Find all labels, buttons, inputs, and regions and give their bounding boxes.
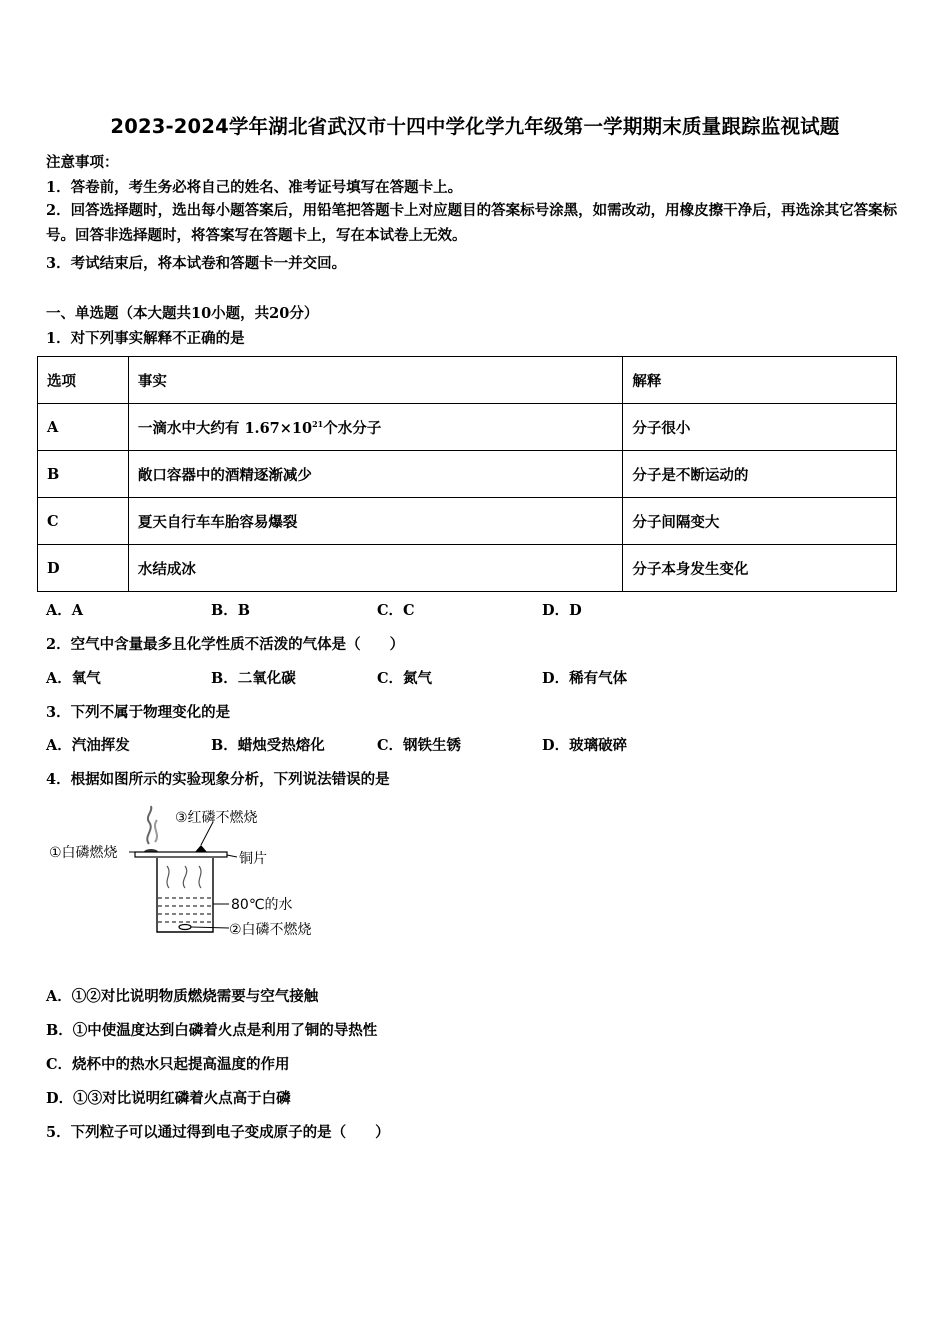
- q4-stem: 4．根据如图所示的实验现象分析，下列说法错误的是: [46, 771, 390, 788]
- q1-options: [46, 599, 906, 621]
- q1-stem: 1．对下列事实解释不正确的是: [46, 330, 245, 347]
- exam-title: 2023-2024学年湖北省武汉市十四中学化学九年级第一学期期末质量跟踪监视试题: [110, 115, 840, 138]
- option-b[interactable]: B．二氧化碳: [211, 670, 296, 687]
- notice-heading: 注意事项：: [46, 154, 119, 171]
- row-fact: 敞口容器中的酒精逐渐减少: [128, 451, 622, 498]
- label-white-phosphorus-burning: ①白磷燃烧: [49, 845, 118, 861]
- label-copper: 铜片: [239, 851, 267, 867]
- steam-icon: [183, 866, 186, 888]
- row-option: D: [38, 545, 129, 592]
- red-phosphorus-icon: [195, 845, 207, 852]
- q4-option-c[interactable]: C．烧杯中的热水只起提高温度的作用: [46, 1056, 290, 1073]
- row-option: A: [38, 404, 129, 451]
- submerged-white-phosphorus-icon: [179, 925, 191, 930]
- label-hot-water: 80℃的水: [231, 897, 293, 913]
- table-row: [38, 404, 897, 451]
- q2-stem: 2．空气中含量最多且化学性质不活泼的气体是（ ）: [46, 636, 405, 653]
- option-d[interactable]: D．D: [542, 602, 582, 619]
- label-red-phosphorus: ③红磷不燃烧: [175, 810, 258, 826]
- option-d[interactable]: D．稀有气体: [542, 670, 628, 687]
- row-fact: 水结成冰: [128, 545, 622, 592]
- copper-plate: [135, 852, 227, 857]
- q4-option-a[interactable]: A．①②对比说明物质燃烧需要与空气接触: [46, 988, 319, 1005]
- header-fact: 事实: [128, 357, 622, 404]
- option-b[interactable]: B．蜡烛受热熔化: [211, 737, 325, 754]
- option-c[interactable]: C．氮气: [377, 670, 433, 687]
- option-c[interactable]: C．C: [377, 602, 415, 619]
- phosphorus-combustion-figure: [45, 800, 345, 945]
- row-explain: 分子很小: [623, 404, 897, 451]
- table-row: [38, 451, 897, 498]
- fact-text: 一滴水中大约有 1.67×10: [137, 419, 313, 437]
- q2-options: [46, 667, 906, 689]
- label-leader: [191, 927, 229, 928]
- smoke-icon: [155, 820, 157, 842]
- row-explain: 分子是不断运动的: [623, 451, 897, 498]
- fact-text-end: 个水分子: [323, 419, 382, 437]
- q4-option-b[interactable]: B．①中使温度达到白磷着火点是利用了铜的导热性: [46, 1022, 378, 1039]
- row-fact: 夏天自行车车胎容易爆裂: [128, 498, 622, 545]
- steam-icon: [199, 866, 201, 888]
- row-explain: 分子本身发生变化: [623, 545, 897, 592]
- steam-icon: [167, 866, 169, 888]
- header-option: 选项: [38, 357, 129, 404]
- option-b[interactable]: B．B: [211, 602, 251, 619]
- header-explain: 解释: [623, 357, 897, 404]
- option-a[interactable]: A．汽油挥发: [46, 737, 130, 754]
- option-c[interactable]: C．钢铁生锈: [377, 737, 462, 754]
- row-fact: [128, 404, 622, 451]
- smoke-icon: [147, 806, 151, 844]
- notice-item-2: 2．回答选择题时，选出每小题答案后，用铅笔把答题卡上对应题目的答案标号涂黑，如需改动，用橡皮擦干净后，再选涂其它答案标号。回答非选择题时，将答案写在答题卡上，写在本试卷上无效。: [46, 202, 898, 244]
- fact-exponent: 21: [312, 418, 324, 429]
- option-d[interactable]: D．玻璃破碎: [542, 737, 628, 754]
- table-row: [38, 498, 897, 545]
- table-header-row: [38, 357, 897, 404]
- q5-stem: 5．下列粒子可以通过得到电子变成原子的是（ ）: [46, 1124, 390, 1141]
- beaker: [157, 858, 213, 932]
- q1-facts-table: [37, 356, 897, 592]
- q3-stem: 3．下列不属于物理变化的是: [46, 704, 231, 721]
- table-row: [38, 545, 897, 592]
- row-explain: 分子间隔变大: [623, 498, 897, 545]
- option-a[interactable]: A．A: [46, 602, 84, 619]
- row-option: C: [38, 498, 129, 545]
- q3-options: [46, 734, 906, 756]
- q4-option-d[interactable]: D．①③对比说明红磷着火点高于白磷: [46, 1090, 291, 1107]
- section-heading: 一、单选题（本大题共10小题，共20分）: [46, 305, 319, 322]
- notice-item-1: 1．答卷前，考生务必将自己的姓名、准考证号填写在答题卡上。: [46, 179, 463, 196]
- row-option: B: [38, 451, 129, 498]
- label-leader: [227, 855, 237, 857]
- notice-item-3: 3．考试结束后，将本试卷和答题卡一并交回。: [46, 255, 347, 272]
- option-a[interactable]: A．氧气: [46, 670, 101, 687]
- label-white-phosphorus-not-burning: ②白磷不燃烧: [229, 922, 312, 938]
